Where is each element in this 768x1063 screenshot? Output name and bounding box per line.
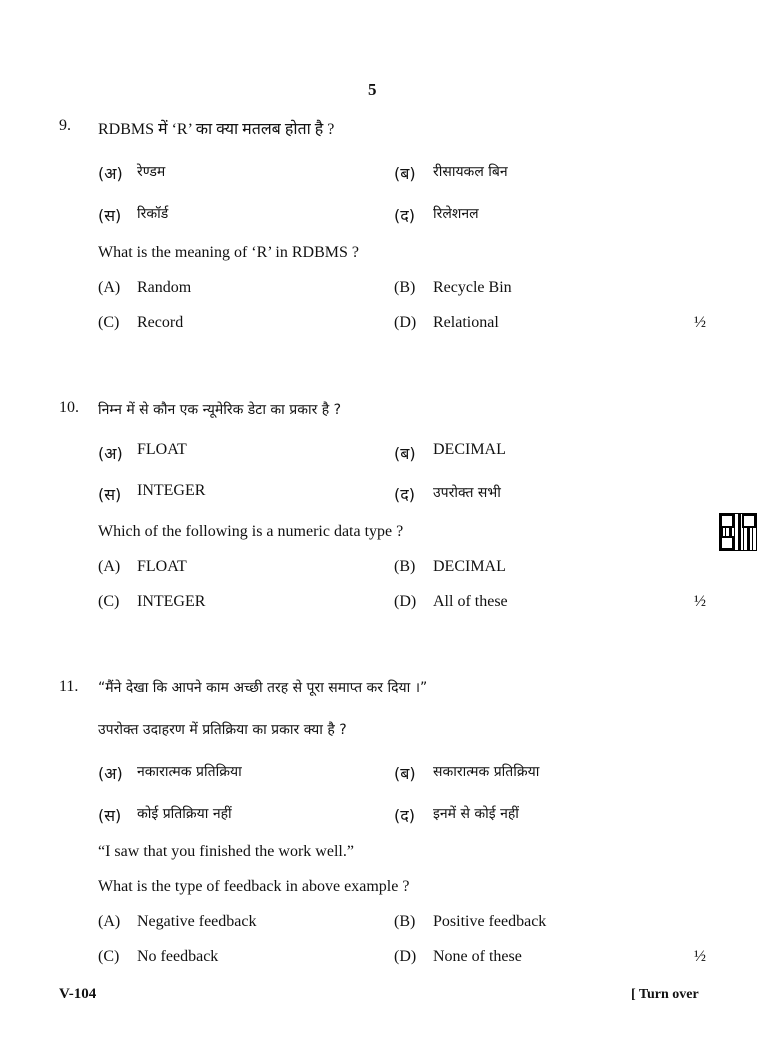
q9-option-b-label: (B) [394, 279, 416, 296]
q11-hindi-option-b: सकारात्मक प्रतिक्रिया [433, 764, 540, 780]
q11-option-c: No feedback [137, 948, 219, 965]
q10-hindi-option-a: FLOAT [137, 441, 187, 458]
q11-marks: ½ [694, 948, 706, 965]
q10-hindi-option-b: DECIMAL [433, 441, 506, 458]
q10-marks: ½ [694, 593, 706, 610]
q11-hindi-option-b-label: (ब) [394, 764, 416, 783]
q9-option-a-label: (A) [98, 279, 121, 296]
q9-hindi-option-a: रेण्डम [137, 164, 166, 180]
q9-option-a: Random [137, 279, 192, 296]
question-11-hindi: उपरोक्त उदाहरण में प्रतिक्रिया का प्रकार क्या है ? [98, 722, 347, 738]
q11-option-b: Positive feedback [433, 913, 547, 930]
question-9-hindi: RDBMS में ‘R’ का क्या मतलब होता है ? [98, 121, 335, 138]
question-11-english: What is the type of feedback in above example ? [98, 878, 410, 895]
question-10-hindi: निम्न में से कौन एक न्यूमेरिक डेटा का प्रकार है ? [98, 402, 342, 418]
question-10-english: Which of the following is a numeric data type ? [98, 523, 404, 540]
q10-option-d: All of these [433, 593, 508, 610]
question-9-english: What is the meaning of ‘R’ in RDBMS ? [98, 244, 359, 261]
q10-hindi-option-d: उपरोक्त सभी [433, 485, 501, 501]
turn-over-label: [ Turn over [631, 987, 699, 1002]
q10-option-a-label: (A) [98, 558, 121, 575]
q9-hindi-option-c-label: (स) [98, 206, 122, 225]
q10-hindi-option-d-label: (द) [394, 485, 415, 504]
q10-hindi-option-b-label: (ब) [394, 444, 416, 463]
qr-code [720, 514, 756, 550]
q11-hindi-option-a: नकारात्मक प्रतिक्रिया [137, 764, 242, 780]
question-11-english-quote: “I saw that you finished the work well.” [98, 843, 354, 860]
question-11-number: 11. [59, 678, 79, 695]
q11-hindi-option-c: कोई प्रतिक्रिया नहीं [137, 806, 232, 822]
q11-hindi-option-d-label: (द) [394, 806, 415, 825]
question-11-hindi-quote: “मैंने देखा कि आपने काम अच्छी तरह से पूरा समाप्त कर दिया ।” [98, 680, 428, 696]
q9-hindi-option-a-label: (अ) [98, 164, 123, 183]
q11-option-d-label: (D) [394, 948, 417, 965]
q10-hindi-option-c-label: (स) [98, 485, 122, 504]
q11-option-c-label: (C) [98, 948, 120, 965]
q9-option-d: Relational [433, 314, 499, 331]
q10-option-c: INTEGER [137, 593, 206, 610]
q10-option-b: DECIMAL [433, 558, 506, 575]
question-10-number: 10. [59, 399, 79, 416]
q9-hindi-option-b-label: (ब) [394, 164, 416, 183]
q9-hindi-option-d-label: (द) [394, 206, 415, 225]
q10-hindi-option-a-label: (अ) [98, 444, 123, 463]
q11-option-a-label: (A) [98, 913, 121, 930]
q11-hindi-option-d: इनमें से कोई नहीं [433, 806, 519, 822]
q9-marks: ½ [694, 314, 706, 331]
q9-option-c-label: (C) [98, 314, 120, 331]
q11-option-a: Negative feedback [137, 913, 257, 930]
q9-option-c: Record [137, 314, 184, 331]
page-number: 5 [368, 80, 377, 99]
paper-code: V-104 [59, 986, 97, 1002]
q11-option-b-label: (B) [394, 913, 416, 930]
q9-hindi-option-d: रिलेशनल [433, 206, 479, 222]
q9-option-b: Recycle Bin [433, 279, 512, 296]
q11-option-d: None of these [433, 948, 522, 965]
q10-option-d-label: (D) [394, 593, 417, 610]
q11-hindi-option-a-label: (अ) [98, 764, 123, 783]
q9-hindi-option-c: रिकॉर्ड [137, 206, 169, 222]
q9-hindi-option-b: रीसायकल बिन [433, 164, 508, 180]
question-9-number: 9. [59, 117, 71, 134]
q10-hindi-option-c: INTEGER [137, 482, 206, 499]
q10-option-c-label: (C) [98, 593, 120, 610]
q10-option-a: FLOAT [137, 558, 187, 575]
q10-option-b-label: (B) [394, 558, 416, 575]
q9-option-d-label: (D) [394, 314, 417, 331]
q11-hindi-option-c-label: (स) [98, 806, 122, 825]
